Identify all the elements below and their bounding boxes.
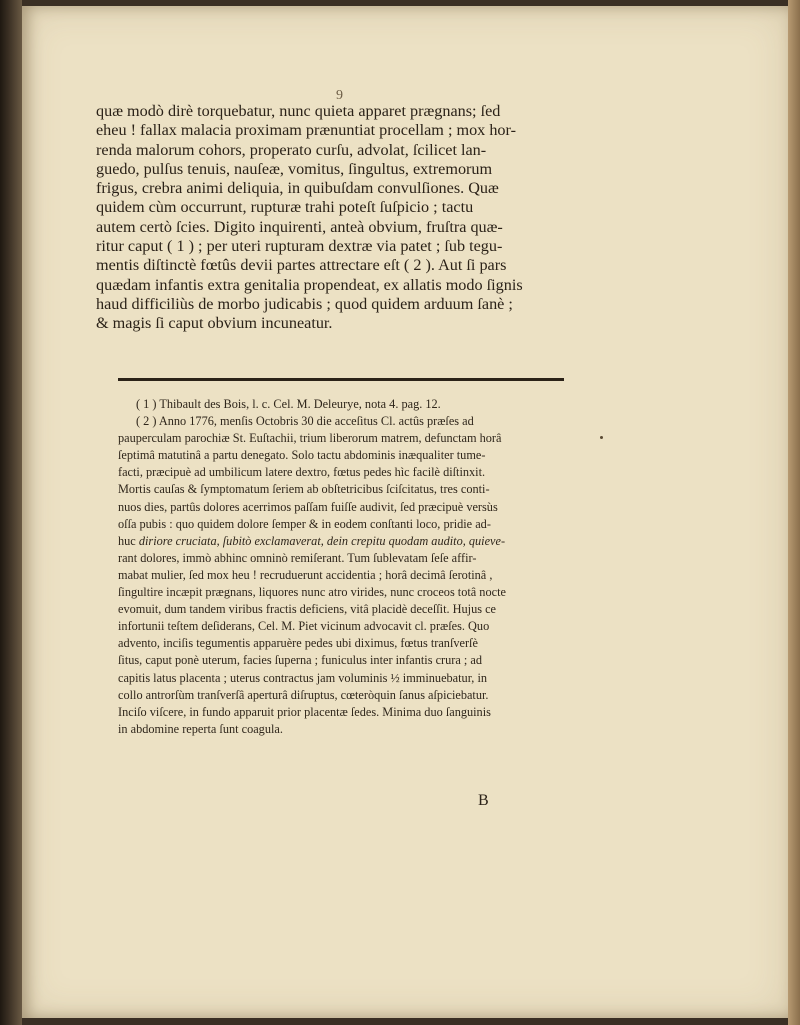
main-text-line: & magis ſi caput obvium incuneatur. (96, 314, 333, 333)
footnote-rule (118, 378, 564, 381)
book-binding (0, 0, 22, 1025)
footnote-line: capitis latus placenta ; uterus contractus jam voluminis ½ imminuebatur, in (118, 670, 488, 685)
footnote-line: in abdomine reperta ſunt coagula. (118, 721, 283, 736)
footnote-italic: diriore cruciata, ſubitò exclamaverat, dein crepitu quodam audito, quieve- (138, 533, 506, 548)
footnote-line: ſitus, caput ponè uterum, facies ſuperna ; funiculus inter infantis crura ; ad (118, 653, 483, 668)
footnote-line: oſſa pubis : quo quidem dolore ſemper & in eodem conſtanti loco, pridie ad- (118, 516, 491, 531)
footnote-line: advento, inciſis tegumentis apparuère pedes ubi diximus, fœtus tranſverſè (118, 636, 478, 651)
footnote-line: rant dolores, immò abhinc omninò remiſerant. Tum ſublevatam ſeſe affir- (118, 550, 477, 565)
main-text-line: quidem cùm occurrunt, rupturæ trahi poteſt ſuſpicio ; tactu (96, 198, 474, 217)
footnote-line: ſeptimâ matutinâ a partu denegato. Solo tactu abdominis inæqualiter tume- (118, 448, 486, 463)
main-text-line: eheu ! fallax malacia proximam prænuntiat procellam ; mox hor- (96, 121, 516, 140)
main-text-line: renda malorum cohors, properato curſu, advolat, ſcilicet lan- (96, 140, 487, 159)
main-text-line: quæ modò dirè torquebatur, nunc quieta apparet prægnans; ſed (96, 102, 501, 120)
footnote-line: mabat mulier, ſed mox heu ! recruduerunt accidentia ; horâ decimâ ſerotinâ , (118, 567, 493, 582)
main-text-line: mentis diſtinctè fœtûs devii partes attrectare eſt ( 2 ). Aut ſi pars (96, 256, 507, 275)
page-edge (788, 0, 800, 1025)
main-text-line: guedo, pulſus tenuis, nauſeæ, vomitus, ſingultus, extremorum (96, 159, 493, 178)
footnote-line: facti, præcipuè ad umbilicum latere dextro, fœtus pedes hìc facilè diſtinxit. (118, 465, 486, 480)
page-mark: 9 (336, 88, 343, 103)
footnote-line: pauperculam parochiæ St. Euſtachii, trium liberorum matrem, defunctam horâ (118, 431, 502, 446)
footnotes-block (118, 396, 570, 738)
footnote-line: nuos dies, partûs dolores acerrimos paſſam fuiſſe audivit, ſed præcipuè versùs (118, 499, 498, 514)
footnote-line: huc diriore cruciata, ſubitò exclamaverat, dein crepitu quodam audito, quieve- (118, 533, 506, 548)
footnote-line: infortunii teſtem deſiderans, Cel. M. Piet vicinum advocavit cl. præſes. Quo (118, 619, 490, 634)
footnote-line: evomuit, dum tandem viribus fractis deficiens, vitâ placidè deceſſit. Hujus ce (118, 602, 497, 617)
footnote-line: ( 1 ) Thibault des Bois, l. c. Cel. M. Deleurye, nota 4. pag. 12. (136, 397, 441, 411)
footnote-line: Mortis cauſas & ſymptomatum ſeriem ab obſtetricibus ſciſcitatus, tres conti- (118, 482, 490, 497)
main-text-line: haud difficiliùs de morbo judicabis ; quod quidem arduum ſanè ; (96, 294, 513, 313)
main-text-line: quædam infantis extra genitalia propendeat, ex allatis modo ſignis (96, 275, 523, 294)
footnote-line: ſingultire incæpit prægnans, liquores nunc atro virides, nunc croceos totâ nocte (118, 585, 506, 600)
margin-mark (600, 436, 603, 439)
signature-mark: B (478, 792, 489, 809)
footnote-line: Inciſo viſcere, in fundo apparuit prior placentæ ſedes. Minima duo ſanguinis (118, 704, 491, 719)
main-text-line: ritur caput ( 1 ) ; per uteri rupturam dextræ via patet ; ſub tegu- (96, 237, 503, 256)
footnote-line: ( 2 ) Anno 1776, menſis Octobris 30 die acceſitus Cl. actûs præſes ad (136, 414, 474, 429)
main-text-block (96, 102, 570, 334)
footnote-line: collo antrorſùm tranſverſâ aperturâ diſruptus, cœteròquin ſanus aſpiciebatur. (118, 687, 489, 702)
main-text-line: autem certò ſcies. Digito inquirenti, anteà obvium, fruſtra quæ- (96, 217, 503, 236)
main-text-line: frigus, crebra animi deliquia, in quibuſdam convulſiones. Quæ (96, 179, 499, 198)
